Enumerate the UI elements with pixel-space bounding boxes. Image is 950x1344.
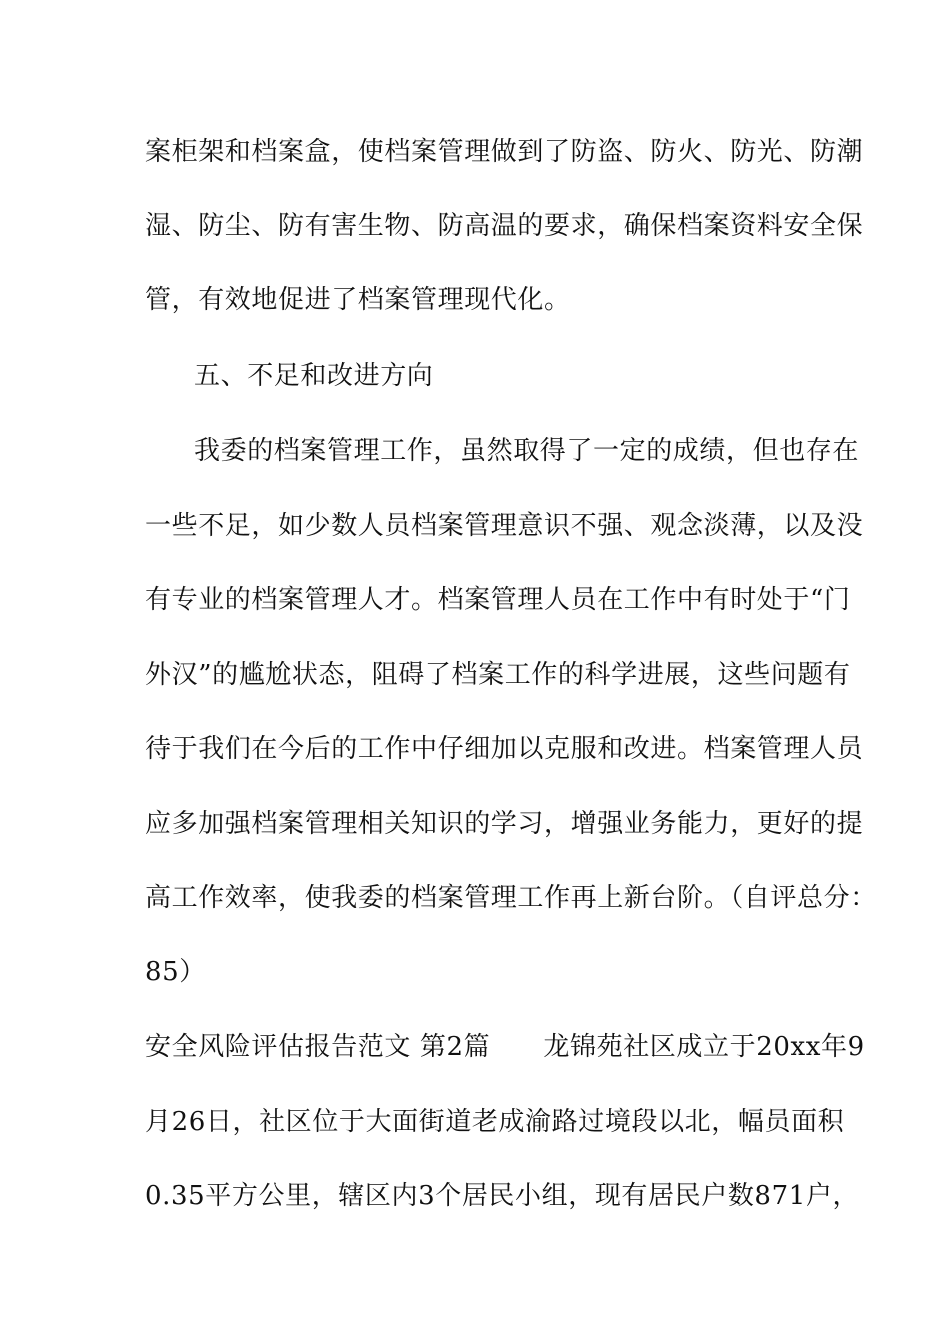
paragraph-line-6: 有专业的档案管理人才。档案管理人员在工作中有时处于“门	[145, 585, 851, 615]
paragraph-line-12: 安全风险评估报告范文 第2篇 龙锦苑社区成立于20xx年9	[145, 1032, 865, 1062]
paragraph-line-3: 管，有效地促进了档案管理现代化。	[145, 285, 571, 315]
paragraph-line-2: 湿、防尘、防有害生物、防高温的要求，确保档案资料安全保	[145, 211, 864, 241]
section-heading: 五、不足和改进方向	[194, 361, 434, 391]
paragraph-line-4: 我委的档案管理工作，虽然取得了一定的成绩，但也存在	[194, 436, 860, 466]
paragraph-line-14: 0.35平方公里，辖区内3个居民小组，现有居民户数871户，	[145, 1181, 860, 1211]
paragraph-line-9: 应多加强档案管理相关知识的学习，增强业务能力，更好的提	[145, 809, 864, 839]
paragraph-line-1: 案柜架和档案盒，使档案管理做到了防盗、防火、防光、防潮	[145, 137, 864, 167]
paragraph-line-5: 一些不足，如少数人员档案管理意识不强、观念淡薄，以及没	[145, 511, 864, 541]
paragraph-line-7: 外汉”的尴尬状态，阻碍了档案工作的科学进展，这些问题有	[145, 660, 851, 690]
paragraph-line-8: 待于我们在今后的工作中仔细加以克服和改进。档案管理人员	[145, 734, 864, 764]
paragraph-line-11: 85）	[145, 957, 206, 987]
paragraph-line-10: 高工作效率，使我委的档案管理工作再上新台阶。（自评总分：	[145, 883, 877, 913]
paragraph-line-13: 月26日，社区位于大面街道老成渝路过境段以北，幅员面积	[145, 1107, 845, 1137]
